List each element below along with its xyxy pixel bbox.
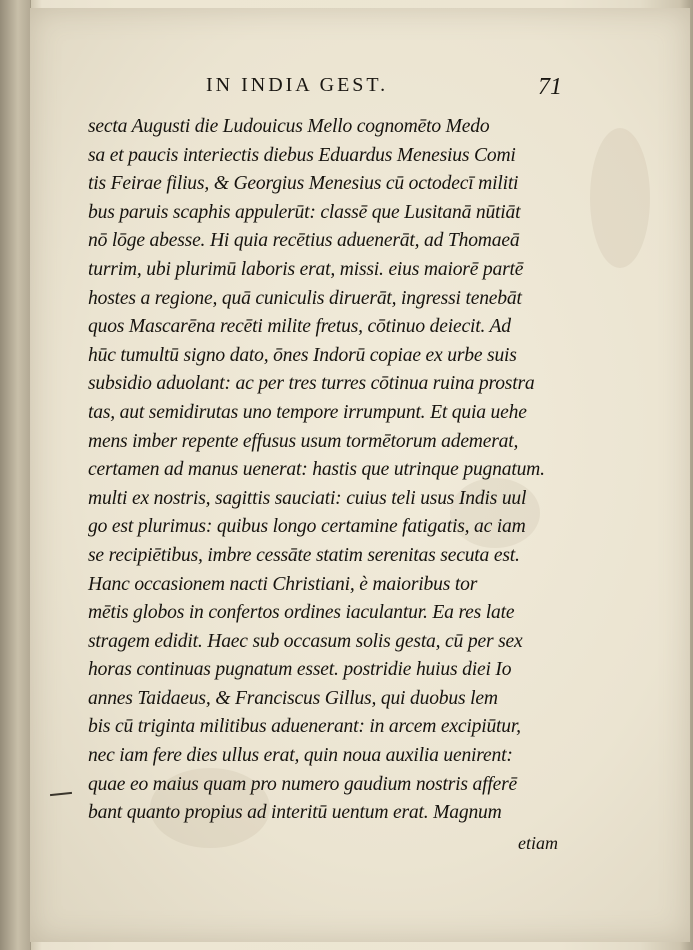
text-line: bant quanto propius ad interitū uentum erat. Magnum — [88, 802, 502, 824]
text-line: se recipiētibus, imbre cessāte statim serenitas secuta est. — [88, 544, 520, 566]
text-line: mens imber repente effusus usum tormētorum ademerat, — [88, 430, 519, 452]
text-line: bis cū triginta militibus aduenerant: in arcem excipiūtur, — [88, 716, 521, 738]
text-line: tas, aut semidirutas uno tempore irrumpunt. Et quia uehe — [88, 401, 527, 423]
text-line: certamen ad manus uenerat: hastis que utrinque pugnatum. — [88, 459, 545, 481]
text-line: go est plurimus: quibus longo certamine fatigatis, ac iam — [88, 516, 526, 538]
text-line: nec iam fere dies ullus erat, quin noua auxilia uenirent: — [88, 745, 513, 767]
text-line: tis Feirae filius, & Georgius Menesius cū octodecī militi — [88, 173, 519, 195]
page-number: 71 — [538, 74, 562, 100]
running-head: IN INDIA GEST. — [206, 74, 389, 96]
text-line: subsidio aduolant: ac per tres turres cōtinua ruina prostra — [88, 373, 535, 395]
text-line: turrim, ubi plurimū laboris erat, missi. eius maiorē partē — [88, 258, 524, 280]
book-gutter — [0, 0, 31, 950]
page-header — [0, 68, 693, 104]
text-line: nō lōge abesse. Hi quia recētius aduenerāt, ad Thomaeā — [88, 230, 520, 252]
body-text — [88, 113, 578, 828]
text-line: multi ex nostris, sagittis sauciati: cuius teli usus Indis uul — [88, 487, 527, 509]
text-line: annes Taidaeus, & Franciscus Gillus, qui duobus lem — [88, 687, 498, 709]
text-line: hūc tumultū signo dato, ōnes Indorū copiae ex urbe suis — [88, 344, 517, 366]
text-line: secta Augusti die Ludouicus Mello cognomēto Medo — [88, 116, 490, 137]
text-line: hostes a regione, quā cuniculis diruerāt, ingressi tenebāt — [88, 287, 522, 309]
text-line: bus paruis scaphis appulerūt: classē que Lusitanā nūtiāt — [88, 201, 521, 223]
text-line: horas continuas pugnatum esset. postridie huius diei Io — [88, 659, 512, 681]
text-line: stragem edidit. Haec sub occasum solis gesta, cū per sex — [88, 630, 523, 652]
text-line: sa et paucis interiectis diebus Eduardus Menesius Comi — [88, 144, 516, 166]
text-line: quae eo maius quam pro numero gaudium nostris afferē — [88, 773, 517, 795]
paper-stain — [590, 128, 650, 268]
text-line: Hanc occasionem nacti Christiani, è maioribus tor — [88, 573, 478, 595]
text-line: mētis globos in confertos ordines iaculantur. Ea res late — [88, 602, 515, 624]
catchword: etiam — [518, 833, 558, 853]
text-line: quos Mascarēna recēti milite fretus, cōtinuo deiecit. Ad — [88, 316, 511, 338]
